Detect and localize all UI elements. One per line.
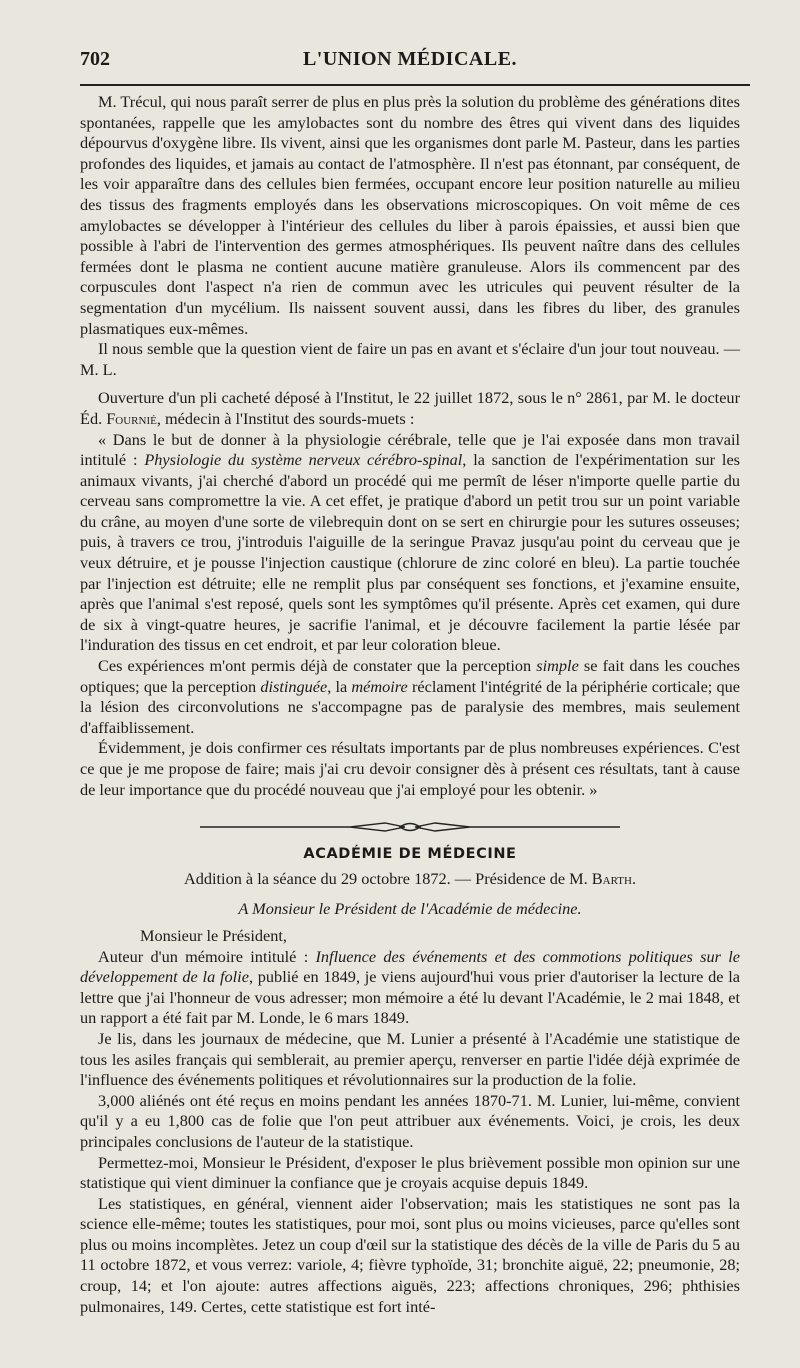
letter-salutation: Monsieur le Président, (140, 925, 287, 945)
page-number: 702 (80, 48, 110, 70)
paragraph-letter-3: 3,000 aliénés ont été reçus en moins pendant les années 1870-71. M. Lunier, lui-même, convient qu'il y a eu 1,800 cas de folie que l'on peut attribuer aux événements. Voici, je crois, les deux principales conclusions de l'auteur de la statistique. (80, 1090, 740, 1151)
paragraph-pli-closing: Évidemment, je dois confirmer ces résultats importants par de plus nombreuses expériences. C'est ce que je me propose de faire; mais j'ai cru devoir consigner dès à présent ces résultats, tant à cause de leur importance que du procédé nouveau que j'ai employé pour les obtenir. » (80, 738, 740, 799)
letter-address: A Monsieur le Président de l'Académie de médecine. (238, 899, 582, 919)
running-header (80, 44, 740, 74)
section-title: ACADÉMIE DE MÉDECINE (303, 846, 517, 863)
section-ornament (200, 820, 620, 834)
paragraph-pli-results: Ces expériences m'ont permis déjà de constater que la perception simple se fait dans les couches optiques; que la perception distinguée, la mémoire réclament l'intégrité de la périphérie corticale; que la lésion des circonvolutions ne s'accompagne pas de paralysie des membres, mais seulement d'affaiblissement. (80, 656, 740, 737)
paragraph-letter-4: Permettez-moi, Monsieur le Président, d'exposer le plus brièvement possible mon opinion sur une statistique qui vient diminuer la confiance que je croyais acquise depuis 1849. (80, 1152, 740, 1193)
journal-title: L'UNION MÉDICALE. (302, 48, 518, 70)
header-rule (80, 84, 750, 86)
paragraph-pli-intro: Ouverture d'un pli cacheté déposé à l'Institut, le 22 juillet 1872, sous le n° 2861, par M. le docteur Éd. Fournié, médecin à l'Institut des sourds-muets : (80, 388, 740, 428)
paragraph-trecul: M. Trécul, qui nous paraît serrer de plus en plus près la solution du problème des générations dites spontanées, rappelle que les amylobactes sont du nombre des êtres qui vivent dans des liquides dépourvus d'oxygène libre. Ils vivent, ainsi que les organismes dont parle M. Pasteur, dans les parties profondes des liquides, et jamais au contact de l'atmosphère. Il n'est pas étonnant, par conséquent, de les voir apparaître dans des cellules bien fermées, occupant encore leur position naturelle au milieu des tissus des fragments employés dans les observations microscopiques. On voit même de ces amylobactes se développer à l'intérieur des cellules du liber à parois épaissies, et aussi bien que possible à l'abri de l'intervention des germes atmosphériques. Ils peuvent naître dans des cellules fermées dont le plasma ne contient aucune matière granuleuse. Alors ils commencent par des corpuscules dont l'aspect n'a rien de commun avec les utricules qui peuvent résulter de la segmentation d'un mycélium. Ils naissent souvent aussi, dans les fibres du liber, des granules plasmatiques eux-mêmes. (80, 92, 740, 338)
paragraph-conclusion: Il nous semble que la question vient de faire un pas en avant et s'éclaire d'un jour tout nouveau. — M. L. (80, 339, 740, 379)
paragraph-pli-method: « Dans le but de donner à la physiologie cérébrale, telle que je l'ai exposée dans mon travail intitulé : Physiologie du système nerveux cérébro-spinal, la sanction de l'expérimentation sur les animaux vivants, j'ai cherché d'abord un procédé qui me permît de léser n'importe quelle partie du cerveau sans compromettre la vie. A cet effet, je pratique d'abord un petit trou sur un point variable du crâne, au moyen d'une sorte de vilebrequin dont on se sert en chirurgie pour les sutures osseuses; puis, à travers ce trou, j'introduis l'aiguille de la seringue Pravaz jusqu'au point du cerveau que je veux détruire, et je pousse l'injection caustique (chlorure de zinc coloré en bleu). La partie touchée par l'injection est détruite; elle ne remplit plus par conséquent ses fonctions, et j'examine ensuite, après que l'animal s'est reposé, quels sont les symptômes qu'il présente. Après cet examen, qui dure de six à vingt-quatre heures, je sacrifie l'animal, et je découvre facilement la partie lésée par l'induration des tissus en cet endroit, et par leur coloration bleue. (80, 429, 741, 655)
section-subtitle: Addition à la séance du 29 octobre 1872. — Présidence de M. Barth. (183, 868, 637, 888)
body-text (80, 92, 740, 1317)
paragraph-letter-1: Auteur d'un mémoire intitulé : Influence des événements et des commotions politiques sur le développement de la folie, publié en 1849, je viens aujourd'hui vous prier d'autoriser la lecture de la lettre que j'ai l'honneur de vous adresser; mon mémoire a été lu devant l'Académie, le 2 mai 1848, et un rapport a été fait par M. Londe, le 6 mars 1849. (80, 946, 741, 1028)
paragraph-letter-2: Je lis, dans les journaux de médecine, que M. Lunier a présenté à l'Académie une statistique de tous les asiles français qui semblerait, au premier aperçu, renverser en partie l'idée déjà exprimée de l'influence des événements politiques et révolutionnaires sur la production de la folie. (80, 1028, 740, 1090)
paragraph-letter-5: Les statistiques, en général, viennent aider l'observation; mais les statistiques ne sont pas la science elle-même; toutes les statistiques, pour moi, sont plus ou moins vicieuses, parce qu'elles sont plus ou moins incomplètes. Jetez un coup d'œil sur la statistique des décès de la ville de Paris du 5 au 11 octobre 1872, et vous verrez: variole, 4; fièvre typhoïde, 31; bronchite aiguë, 22; pneumonie, 28; croup, 14; et l'on ajoute: autres affections aiguës, 223; affections chroniques, 296; phthisies pulmonaires, 149. Certes, cette statistique est fort inté- (80, 1193, 740, 1316)
